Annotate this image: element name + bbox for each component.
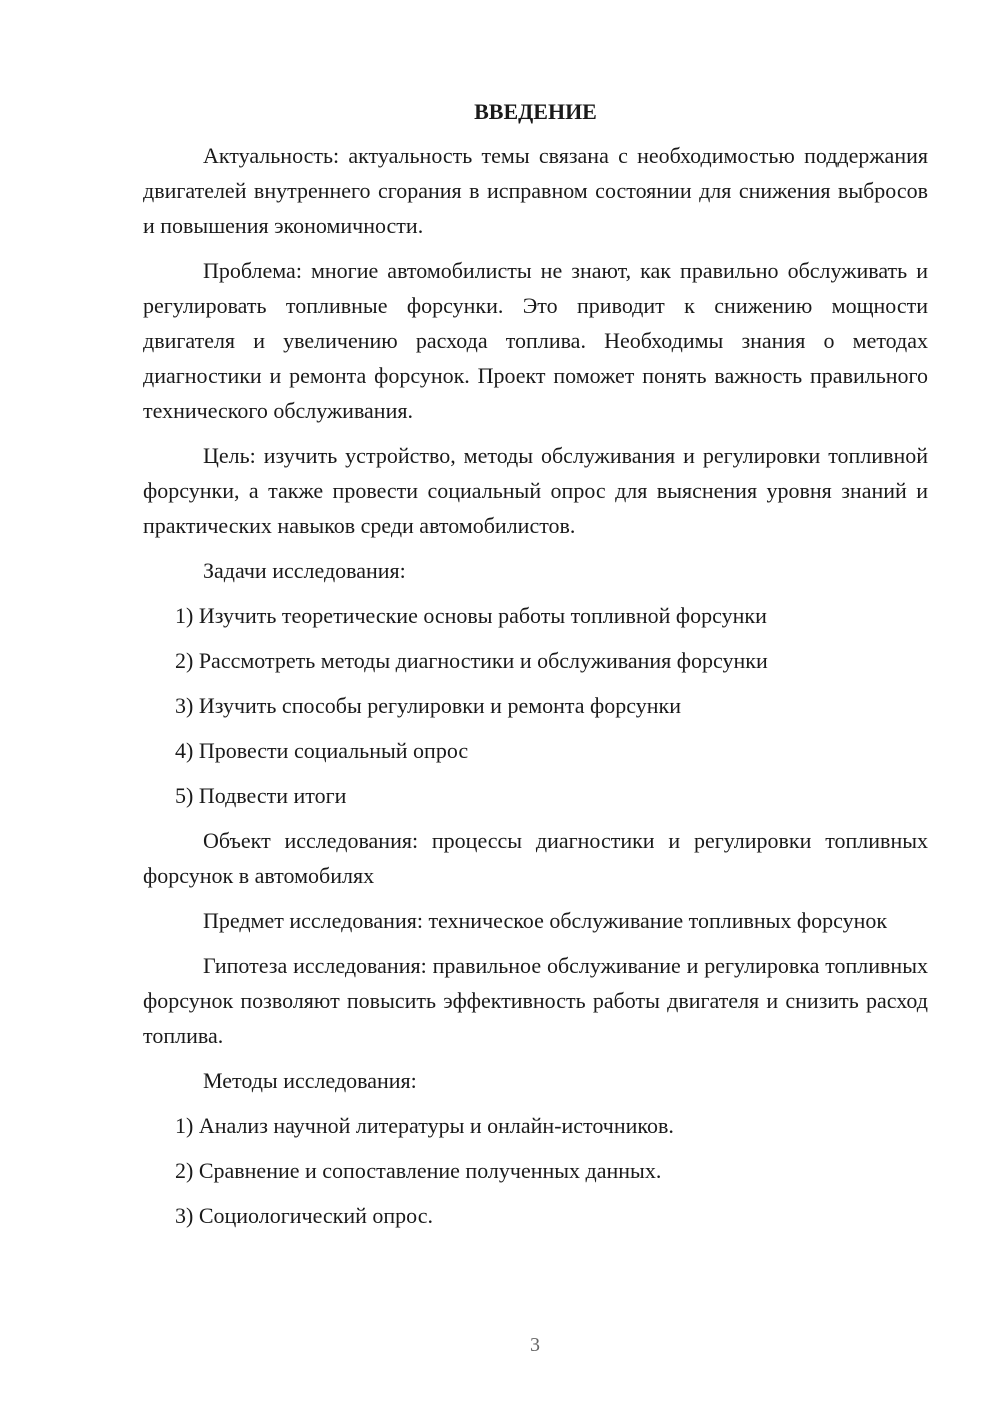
task-item-3: 3) Изучить способы регулировки и ремонта форсунки (175, 693, 682, 718)
task-item-5: 5) Подвести итоги (175, 783, 347, 808)
methods-list (143, 1108, 928, 1233)
object-paragraph: Объект исследования: процессы диагностики и регулировки топливных форсунок в автомобилях (143, 828, 928, 888)
task-item-1: 1) Изучить теоретические основы работы топливной форсунки (175, 603, 767, 628)
goal-paragraph: Цель: изучить устройство, методы обслуживания и регулировки топливной форсунки, а также провести социальный опрос для выяснения уровня знаний и практических навыков среди автомобилистов. (143, 443, 928, 538)
task-item-2: 2) Рассмотреть методы диагностики и обслуживания форсунки (175, 648, 768, 673)
method-item-1: 1) Анализ научной литературы и онлайн-источников. (175, 1113, 674, 1138)
methods-heading: Методы исследования: (203, 1068, 417, 1093)
section-title: ВВЕДЕНИЕ (474, 99, 597, 124)
task-item-4: 4) Провести социальный опрос (175, 738, 469, 763)
method-item-2: 2) Сравнение и сопоставление полученных данных. (175, 1158, 662, 1183)
subject-paragraph: Предмет исследования: техническое обслуживание топливных форсунок (203, 908, 888, 933)
tasks-heading: Задачи исследования: (203, 558, 406, 583)
problem-paragraph: Проблема: многие автомобилисты не знают, как правильно обслуживать и регулировать топливные форсунки. Это приводит к снижению мощности двигателя и увеличению расхода топлива. Необходимы знания о методах диагностики и ремонта форсунок. Проект поможет понять важность правильного технического обслуживания. (143, 258, 928, 423)
page-content (143, 96, 928, 1243)
tasks-list (143, 598, 928, 813)
method-item-3: 3) Социологический опрос. (175, 1203, 433, 1228)
hypothesis-paragraph: Гипотеза исследования: правильное обслуживание и регулировка топливных форсунок позволяют повысить эффективность работы двигателя и снизить расход топлива. (143, 953, 928, 1048)
relevance-paragraph: Актуальность: актуальность темы связана с необходимостью поддержания двигателей внутреннего сгорания в исправном состоянии для снижения выбросов и повышения экономичности. (143, 143, 928, 238)
page-number: 3 (530, 1334, 540, 1356)
